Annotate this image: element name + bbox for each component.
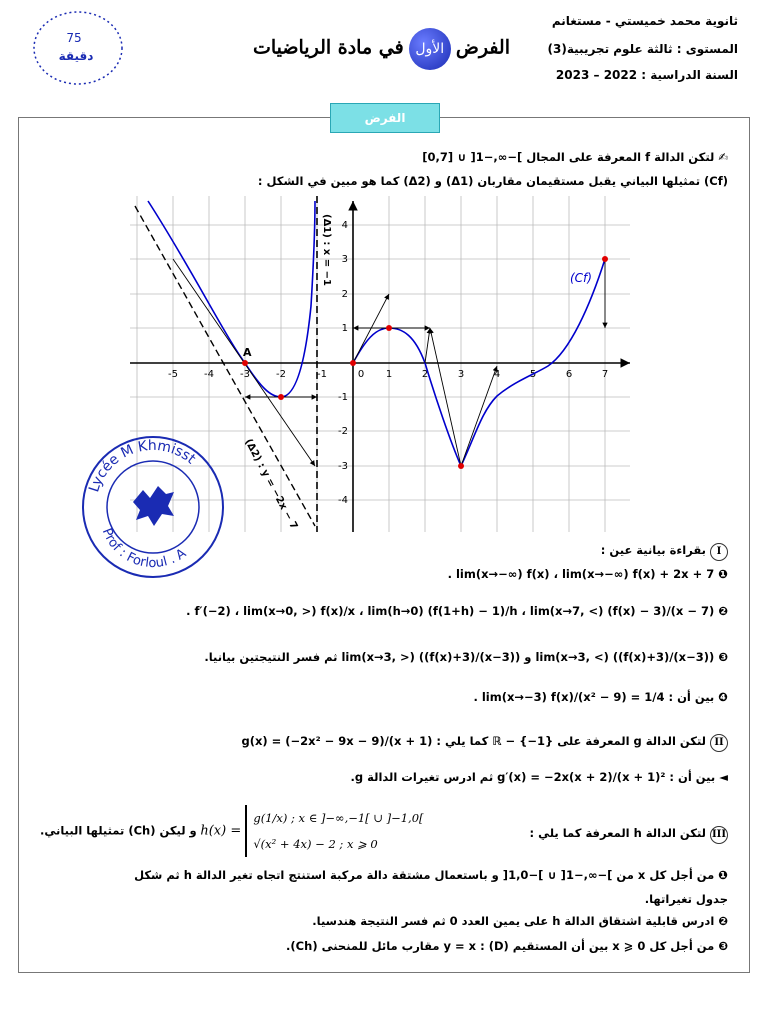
part1-heading <box>601 543 728 561</box>
x-tick: 3 <box>457 369 465 380</box>
asymptote1-label: (Δ1) : x = −1 <box>321 214 332 286</box>
x-tick: 1 <box>385 369 393 380</box>
part3-number: III <box>710 826 728 844</box>
school-name: ثانوية محمد خميستي - مستغانم <box>551 14 738 28</box>
stamp-top-text: Lycée M Khmisst <box>86 437 199 495</box>
part1-q4: ❹ بين أن : lim(x→−3) f(x)/(x² − 9) = 1/4 . <box>473 690 728 704</box>
x-tick: 4 <box>493 369 501 380</box>
level-text: المستوى : ثالثة علوم تجريبية(3) <box>547 42 738 56</box>
asymptote2-label: (Δ2) : y = −2x − 7 <box>242 437 300 532</box>
x-tick-labels <box>168 369 608 380</box>
school-stamp <box>78 432 228 582</box>
part2-q1: ◄ بين أن : g′(x) = −2x(x + 2)/(x + 1)² ثم ادرس تغيرات الدالة g. <box>350 770 728 784</box>
part3-case-1: g(1/x) ; x ∈ ]−∞,−1[ ∪ ]−1,0[ <box>253 811 424 825</box>
x-tick: -3 <box>240 369 250 380</box>
part3-def-text: لتكن الدالة h المعرفة كما يلي : <box>529 826 706 840</box>
school-year <box>556 68 738 82</box>
part3-q1b: جدول تغيراتها. <box>644 892 728 906</box>
y-tick: -2 <box>338 426 348 437</box>
part1-q1: ❶ lim(x→−∞) f(x) ، lim(x→−∞) f(x) + 2x + 7 . <box>447 567 728 581</box>
x-tick: 5 <box>529 369 537 380</box>
part3-piecewise: و ليكن (Ch) تمثيلها البياني. h(x) = g(1/x) ; x ∈ ]−∞,−1[ ∪ ]−1,0[ √(x² + 4x) − 2 ; x ⩾ 0 <box>40 805 480 857</box>
part3-q1a: ❶ من أجل كل x من ]−∞,−1[ ∪ ]−1,0[ و باستعمال مشتقة دالة مركبة استنتج اتجاه تغير الدالة h ثم شكل <box>134 868 728 882</box>
timer-unit: دقيقة <box>58 49 94 63</box>
svg-text:Lycée M Khmisst <box>86 438 199 494</box>
part1-q2: ❷ f′(−2) ، lim(x→0, >) f(x)/x ، lim(h→0) (f(1+h) − 1)/h ، lim(x→7, <) (f(x) − 3)/(x − 7) . <box>186 604 728 618</box>
y-tick: -4 <box>338 495 348 506</box>
x-tick: -5 <box>168 369 178 380</box>
exam-title <box>220 28 510 70</box>
part2-def-text: لتكن الدالة g المعرفة على ℝ − {−1} كما يلي : g(x) = (−2x² − 9x − 9)/(x + 1) <box>241 734 706 748</box>
x-tick: 0 <box>357 369 365 380</box>
year-label: السنة الدراسية : <box>641 68 738 82</box>
part2-definition <box>241 734 728 752</box>
x-tick: -1 <box>317 369 327 380</box>
title-badge: الأول <box>409 28 451 70</box>
x-tick: 6 <box>565 369 573 380</box>
part3-q2: ❷ ادرس قابلية اشتقاق الدالة h على يمين العدد 0 ثم فسر النتيجة هندسيا. <box>312 914 728 928</box>
part3-definition <box>529 826 728 844</box>
point-a-label: A <box>243 346 252 359</box>
holly-icon <box>133 486 174 526</box>
y-tick: 4 <box>341 220 348 231</box>
timer-value: 75 <box>66 31 82 45</box>
y-tick: 2 <box>341 289 348 300</box>
stamp-bottom-text: Prof : Forloul . A <box>98 526 190 572</box>
x-tick: 2 <box>421 369 429 380</box>
x-tick: 7 <box>601 369 609 380</box>
x-tick: -2 <box>276 369 286 380</box>
part2-number: II <box>710 734 728 752</box>
x-tick: -4 <box>204 369 214 380</box>
title-suffix: في مادة الرياضيات <box>252 36 404 59</box>
title-prefix: الفرض <box>455 36 510 59</box>
part1-heading-text: بقراءة بيانية عين : <box>600 543 706 557</box>
y-tick: -3 <box>338 461 348 472</box>
year-value: 2022 – 2023 <box>555 68 638 82</box>
section-tab: الفرض <box>330 103 440 133</box>
part3-def-end: و ليكن (Ch) تمثيلها البياني. <box>40 823 197 838</box>
timer-icon <box>30 8 126 88</box>
curve-label: (Cf) <box>570 271 592 285</box>
y-tick: 3 <box>341 254 348 265</box>
intro-line-1: ✍ لتكن الدالة f المعرفة على المجال ]−∞,−1[ ∪ [0,7] <box>422 150 728 164</box>
y-tick: 1 <box>341 323 348 334</box>
y-tick: -1 <box>338 392 348 403</box>
part1-number: I <box>710 543 728 561</box>
intro-line-2: (Cf) تمثيلها البياني يقبل مستقيمان مقاربان (Δ1) و (Δ2) كما هو مبين في الشكل : <box>257 174 728 188</box>
part3-case-2: √(x² + 4x) − 2 ; x ⩾ 0 <box>253 837 378 851</box>
part1-q3: ❸ lim(x→3, <) ((f(x)+3)/(x−3)) و lim(x→3, >) ((f(x)+3)/(x−3)) ثم فسر النتيجتين بيانيا. <box>204 650 728 664</box>
part3-q3: ❸ من أجل كل x ⩾ 0 بين أن المستقيم (D) : y = x مقارب مائل للمنحنى (Ch). <box>286 939 728 953</box>
timer-badge <box>30 8 126 92</box>
